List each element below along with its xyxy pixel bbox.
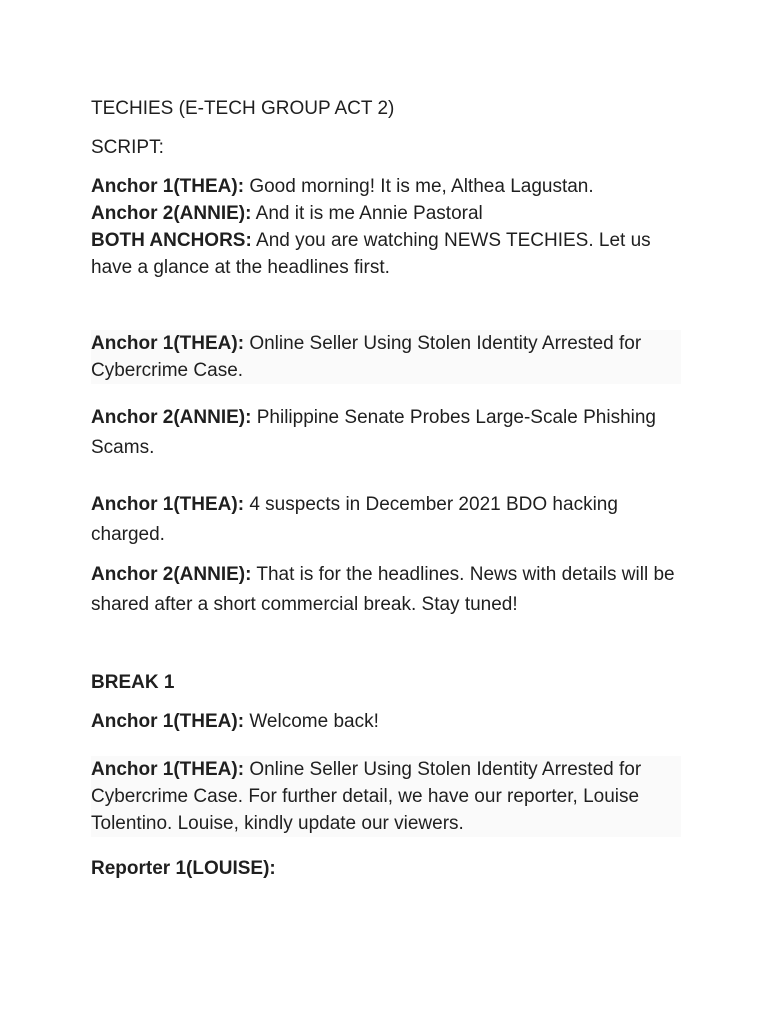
headline-line [91,490,681,550]
after-break-line [91,756,681,837]
document-title: TECHIES (E-TECH GROUP ACT 2) [91,98,395,119]
intro-line [91,173,681,200]
speaker-label: Anchor 1(THEA): [91,711,245,732]
headline-line [91,403,681,463]
dialogue-text: That is for the headlines. News with details will be shared after a short commercial break. Stay tuned! [91,564,675,615]
intro-block [91,173,681,281]
break-label: BREAK 1 [91,672,175,693]
speaker-label: Anchor 1(THEA): [91,494,245,515]
speaker-label: Anchor 2(ANNIE): [91,407,252,428]
speaker-label: Anchor 2(ANNIE): [91,203,252,224]
intro-line [91,227,681,281]
dialogue-text: 4 suspects in December 2021 BDO hacking charged. [91,494,618,545]
headline-line [91,330,681,384]
dialogue-text: Philippine Senate Probes Large-Scale Phishing Scams. [91,407,656,458]
intro-line [91,200,681,227]
after-break-line [91,855,681,882]
dialogue-text: And you are watching NEWS TECHIES. Let us have a glance at the headlines first. [91,230,651,278]
speaker-label: Reporter 1(LOUISE): [91,858,276,879]
headline-line [91,560,681,620]
speaker-label: Anchor 1(THEA): [91,176,245,197]
dialogue-text: Welcome back! [244,711,379,732]
speaker-label: BOTH ANCHORS: [91,230,252,251]
dialogue-text: Good morning! It is me, Althea Lagustan. [244,176,594,197]
dialogue-text: Online Seller Using Stolen Identity Arrested for Cybercrime Case. For further detail, we have our reporter, Louise Tolentino. Louise, kindly update our viewers. [91,759,642,834]
dialogue-text: And it is me Annie Pastoral [251,203,483,224]
dialogue-text: Online Seller Using Stolen Identity Arrested for Cybercrime Case. [91,333,642,381]
speaker-label: Anchor 1(THEA): [91,759,245,780]
script-label: SCRIPT: [91,137,164,158]
speaker-label: Anchor 2(ANNIE): [91,564,252,585]
speaker-label: Anchor 1(THEA): [91,333,245,354]
after-break-line [91,708,681,735]
